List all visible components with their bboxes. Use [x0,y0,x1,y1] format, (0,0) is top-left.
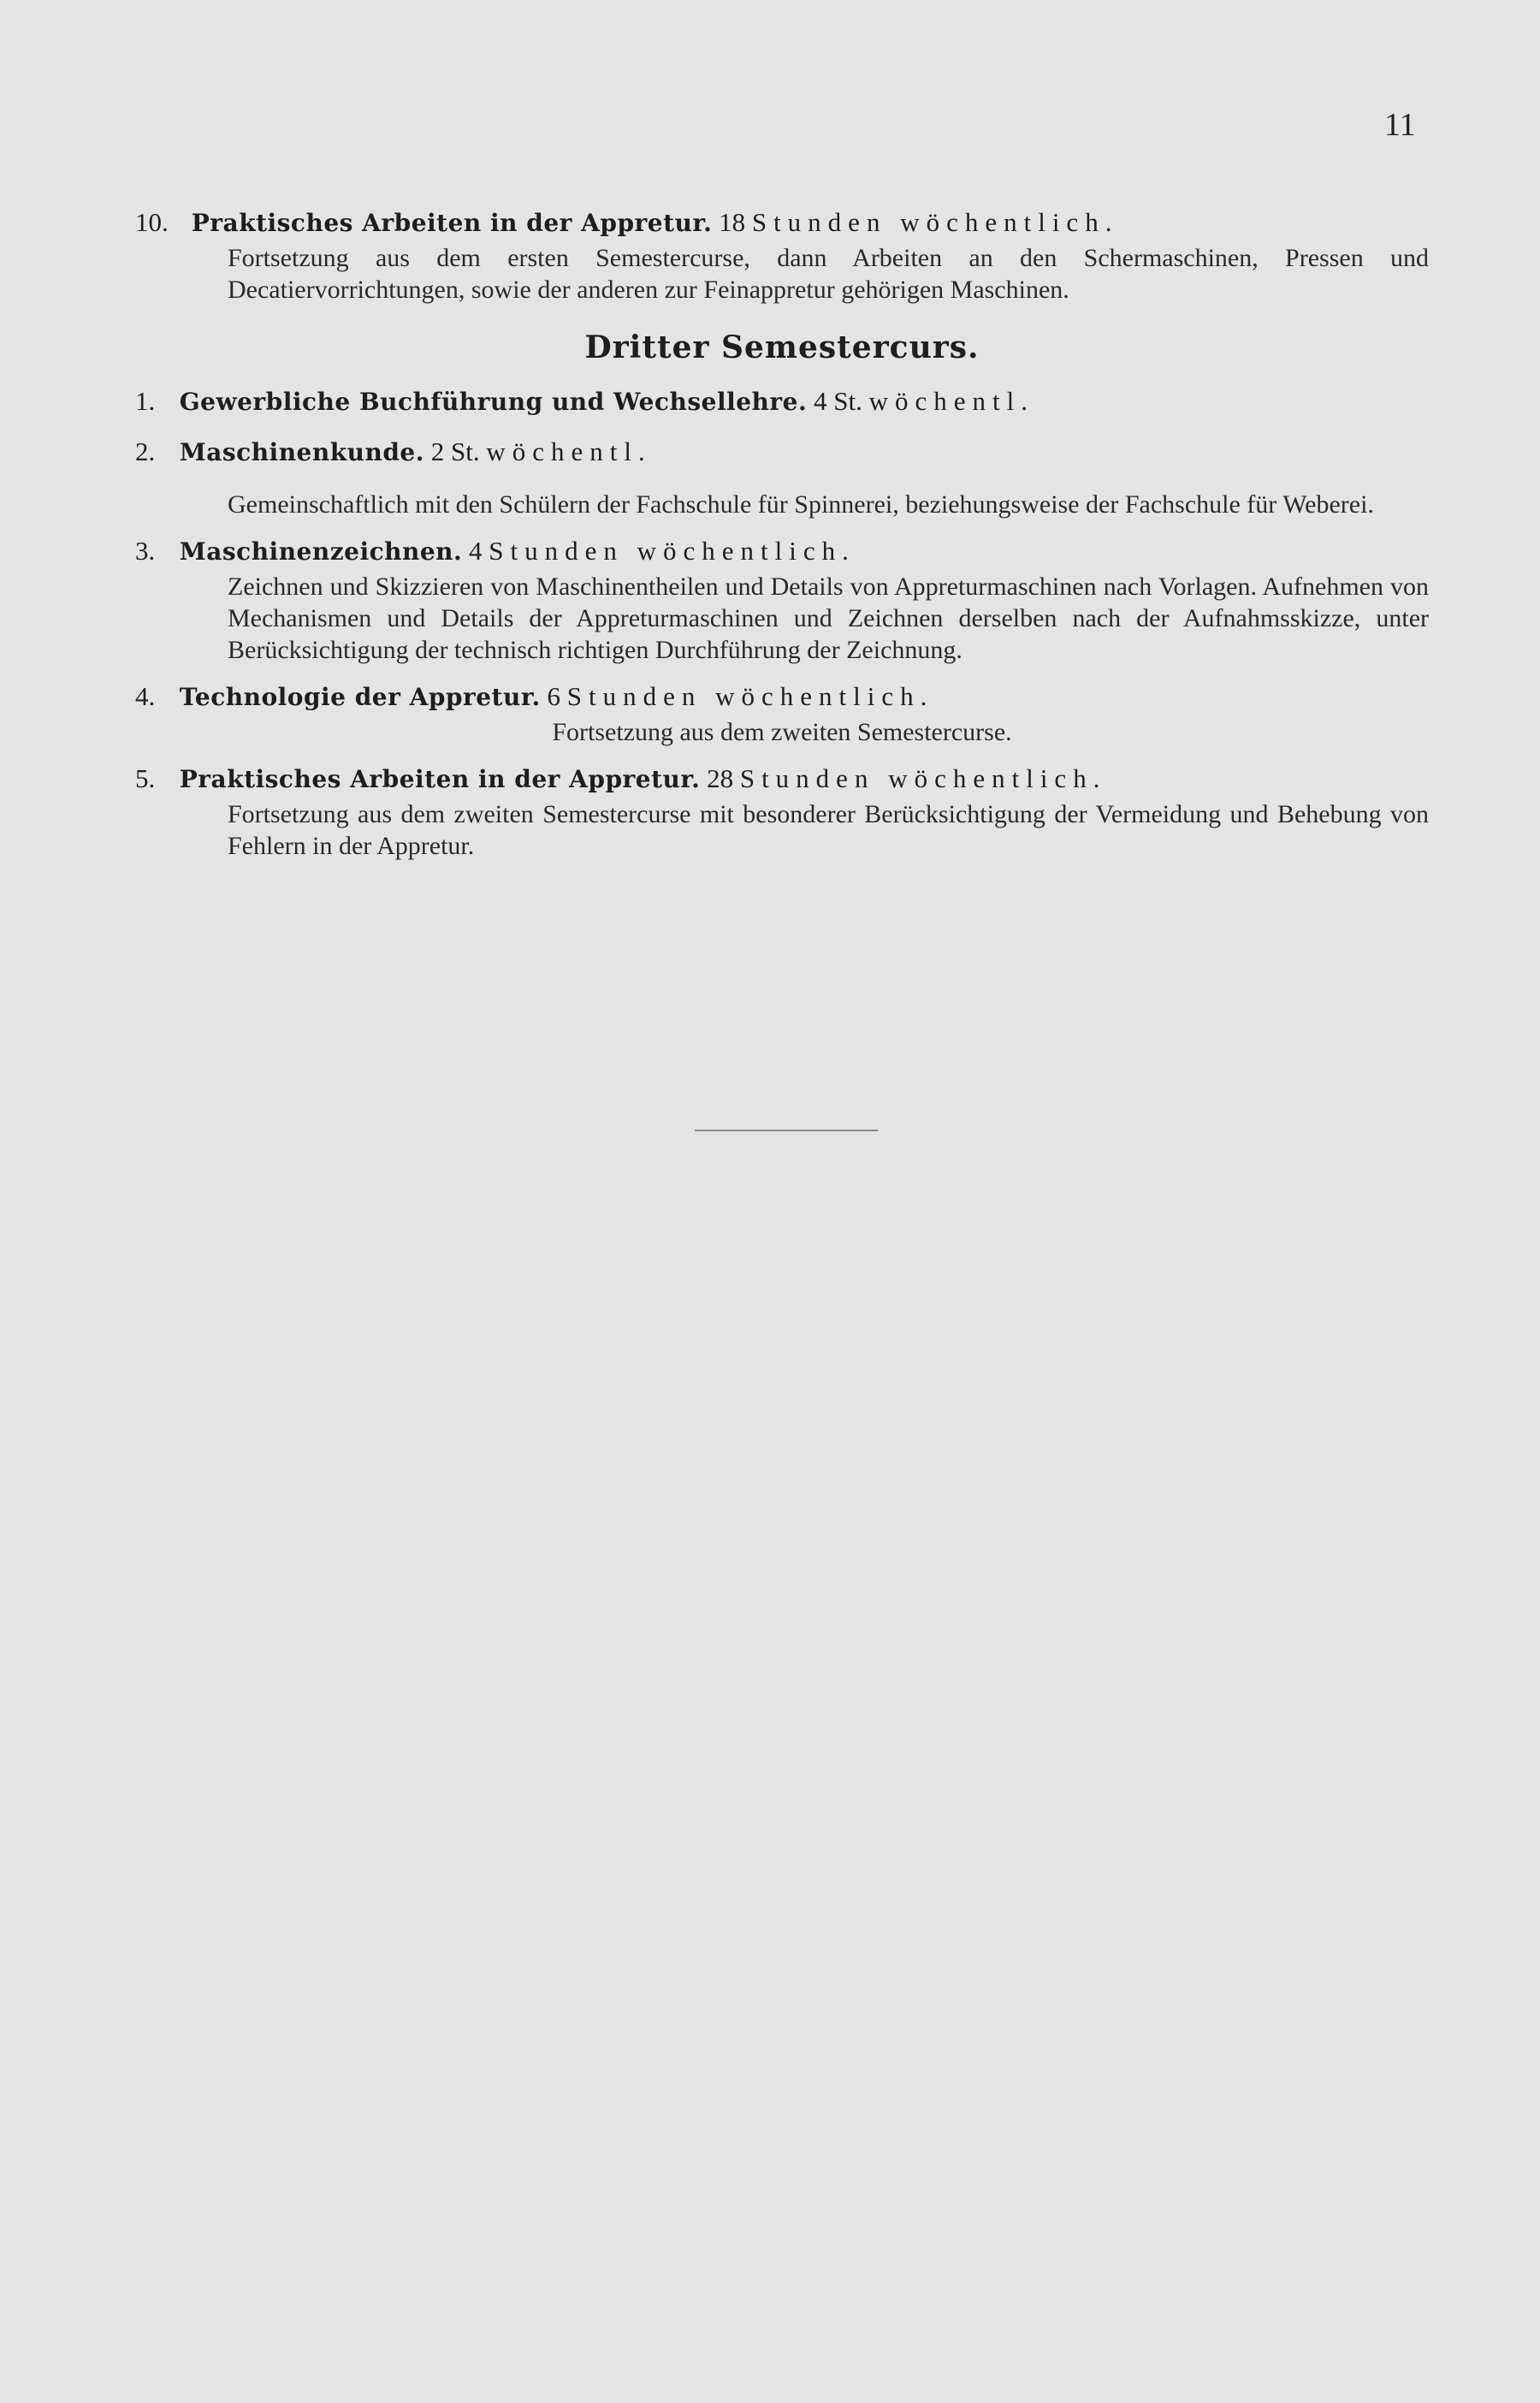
course-description: Fortsetzung aus dem zweiten Semestercurse mit besonderer Berücksichtigung der Vermeidung und Behebung von Fehlern in der Appretur. [228,800,1429,860]
course-description: Gemeinschaftlich mit den Schülern der Fachschule für Spinnerei, beziehungsweise der Fachschule für Weberei. [228,490,1374,519]
course-item-1 [135,383,1429,421]
course-item-heading [135,204,1429,242]
item-number: 10. [135,207,169,237]
course-item-heading [135,383,1429,421]
course-hours-number: 28 [707,763,734,793]
course-subject: Praktisches Arbeiten in der Appretur. [179,765,701,793]
course-hours-unit: Stunden wöchentlich. [489,536,856,566]
course-description: Fortsetzung aus dem ersten Semestercurse, dann Arbeiten an den Schermaschinen, Pressen und Decatiervorrichtungen, sowie der anderen zur Feinappretur gehörigen Maschinen. [228,244,1429,304]
page-content [135,204,1429,862]
course-subject: Maschinenkunde. [179,438,424,466]
course-hours-number: 18 [719,207,746,237]
section-heading: Dritter Semestercurs. [584,329,980,365]
item-number: 5. [135,763,156,793]
course-item-heading [135,433,1429,472]
course-hours-number: 2 St. [430,436,480,466]
course-hours-unit: wöchentl. [868,386,1034,416]
course-subject: Gewerbliche Buchführung und Wechsellehre. [179,388,808,416]
item-number: 1. [135,386,156,416]
closing-rule [695,1130,878,1131]
item-number: 3. [135,536,156,566]
course-subject: Maschinenzeichnen. [179,537,463,566]
course-hours-number: 4 [469,536,483,566]
course-item-heading [135,532,1429,571]
course-hours-unit: Stunden wöchentlich. [751,207,1119,237]
course-description: Zeichnen und Skizzieren von Maschinentheilen und Details von Appreturmaschinen nach Vorlagen. Aufnehmen von Mechanismen und Details der Appreturmaschinen und Zeichnen derselben nach der Aufnahmsskizze, unter Berücksichtigung der technisch richtigen Durchführung der Zeichnung. [228,573,1429,664]
course-item-10 [135,204,1429,306]
item-number: 2. [135,436,156,466]
course-hours-number: 4 St. [813,386,862,416]
course-item-4 [135,678,1429,748]
course-description: Fortsetzung aus dem zweiten Semestercurse. [552,718,1012,746]
course-item-heading [135,760,1429,798]
course-hours-unit: wöchentl. [486,436,652,466]
course-hours-number: 6 [547,681,561,711]
course-item-heading [135,678,1429,716]
course-hours-unit: Stunden wöchentlich. [566,681,934,711]
item-number: 4. [135,681,156,711]
course-item-3 [135,532,1429,666]
course-subject: Technologie der Appretur. [179,683,541,711]
course-hours-unit: Stunden wöchentlich. [739,763,1107,793]
course-item-5 [135,760,1429,862]
course-item-2 [135,433,1429,520]
page-number: 11 [1384,107,1416,143]
course-subject: Praktisches Arbeiten in der Appretur. [191,209,713,237]
